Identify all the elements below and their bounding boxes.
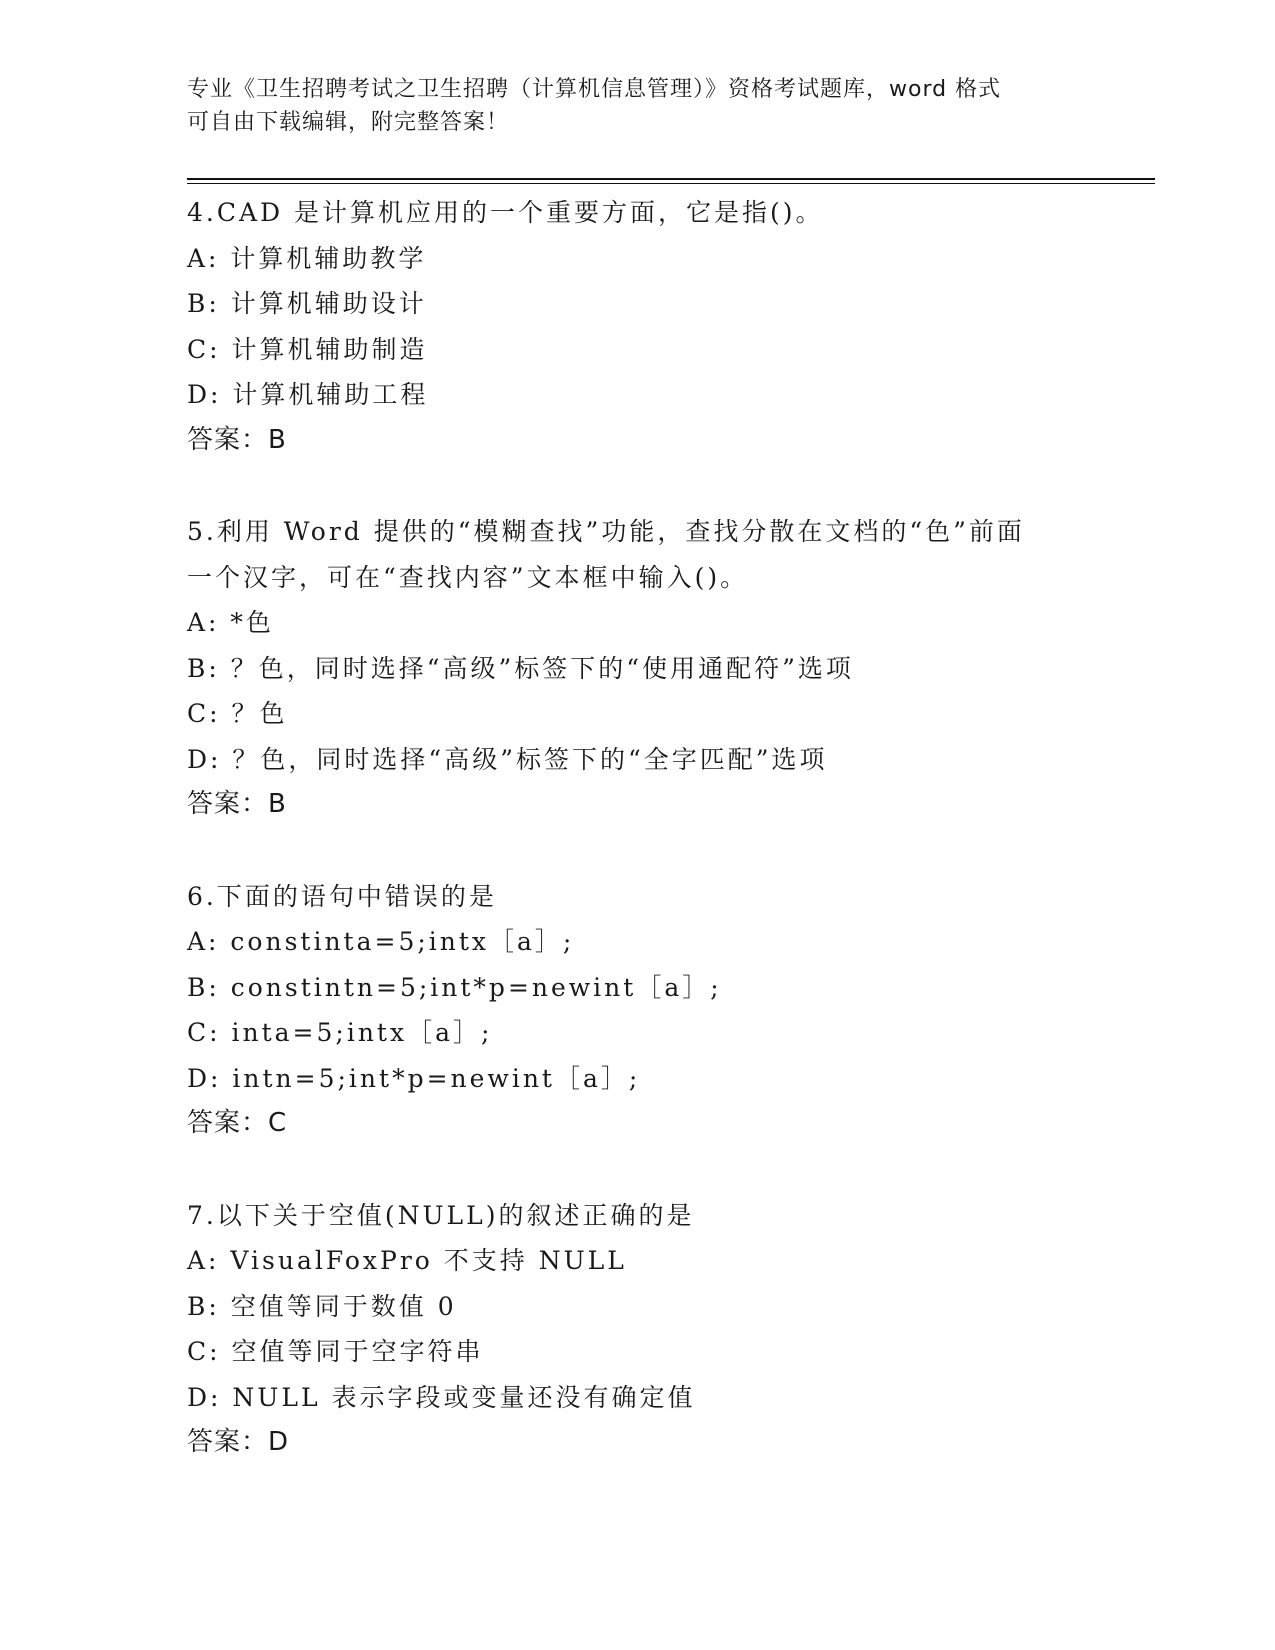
option-c: C: inta=5;intx［a］; [187, 1018, 493, 1047]
question-spacer [187, 463, 1155, 509]
header-rule-thin [187, 183, 1155, 184]
question-4 [187, 190, 1155, 463]
question-6 [187, 874, 1155, 1147]
option-a: A: *色 [187, 608, 274, 637]
option-d: D: NULL 表示字段或变量还没有确定值 [187, 1382, 696, 1412]
question-7 [187, 1193, 1155, 1466]
option-a: A: VisualFoxPro 不支持 NULL [187, 1246, 627, 1275]
option-b: B: 空值等同于数值 0 [187, 1291, 457, 1321]
answer-label: 答案：C [187, 1108, 288, 1138]
question-stem: 4.CAD 是计算机应用的一个重要方面，它是指()。 [187, 198, 824, 227]
header-line-1: 专业《卫生招聘考试之卫生招聘（计算机信息管理）》资格考试题库，word 格式 [187, 77, 1002, 102]
question-spacer [187, 828, 1155, 874]
document-header [187, 73, 1087, 139]
option-d: D: ？色，同时选择“高级”标签下的“全字匹配”选项 [187, 744, 828, 774]
question-stem-continued: 一个汉字，可在“查找内容”文本框中输入()。 [187, 562, 749, 592]
option-d: D: intn=5;int*p=newint［a］; [187, 1063, 641, 1093]
question-stem: 6.下面的语句中错误的是 [187, 881, 497, 911]
option-d: D: 计算机辅助工程 [187, 380, 429, 409]
header-line-2: 可自由下载编辑，附完整答案！ [187, 110, 510, 135]
option-c: C: ？色 [187, 699, 288, 728]
option-b: B: 计算机辅助设计 [187, 289, 427, 318]
answer-label: 答案：B [187, 424, 287, 455]
question-stem: 5.利用 Word 提供的“模糊查找”功能，查找分散在文档的“色”前面 [187, 517, 1025, 546]
question-5 [187, 509, 1155, 828]
option-a: A: 计算机辅助教学 [187, 243, 427, 273]
header-rule-thick [187, 178, 1155, 180]
answer-label: 答案：D [187, 1427, 290, 1457]
option-c: C: 计算机辅助制造 [187, 334, 428, 364]
question-list [187, 190, 1155, 1466]
question-spacer [187, 1147, 1155, 1193]
option-b: B: constintn=5;int*p=newint［a］; [187, 972, 722, 1002]
option-a: A: constinta=5;intx［a］; [187, 927, 575, 956]
option-b: B: ？色，同时选择“高级”标签下的“使用通配符”选项 [187, 653, 854, 683]
answer-label: 答案：B [187, 789, 287, 819]
question-stem: 7.以下关于空值(NULL)的叙述正确的是 [187, 1200, 695, 1230]
option-c: C: 空值等同于空字符串 [187, 1337, 484, 1366]
